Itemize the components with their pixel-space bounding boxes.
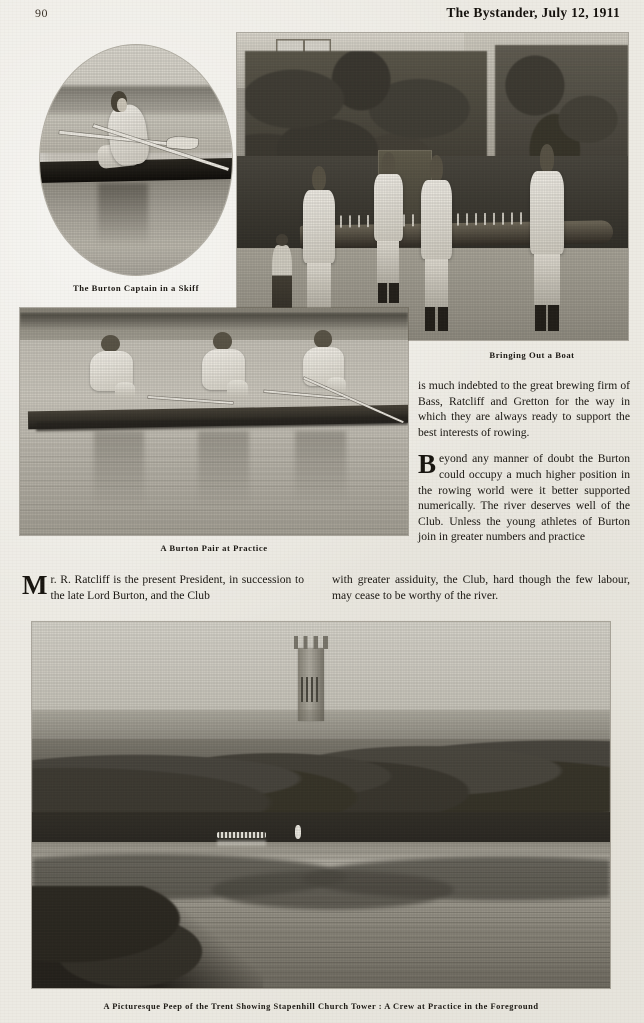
boy-bystander	[272, 245, 292, 313]
paragraph-beyond-doubt-text: eyond any manner of doubt the Burton could occupy a much higher position in the rowing world were it better supported numerically. The river deserves well of the Club. Unless the young athletes of Burton join in greater numbers and practice	[418, 452, 630, 544]
photo-content	[237, 33, 628, 340]
article-column-right	[332, 572, 630, 603]
paragraph-brewing-firm: is much indebted to the great brewing firm of Bass, Ratcliff and Gretton for the way in which they are always ready to support the best interests of rowing.	[418, 379, 630, 439]
legs	[307, 263, 331, 308]
bank-shadow	[20, 313, 408, 329]
oarsman-figure-2	[202, 349, 245, 415]
rower-figure-4	[530, 171, 564, 331]
paragraph-president-text: r. R. Ratcliff is the present President, in succession to the late Lord Burton, and the Club	[50, 573, 304, 602]
legs	[425, 259, 449, 307]
torso	[303, 190, 334, 263]
paragraph-beyond-doubt	[418, 451, 630, 545]
caption-boat: Bringing Out a Boat	[489, 350, 575, 360]
legs	[377, 241, 399, 282]
caption-skiff: The Burton Captain in a Skiff	[72, 283, 200, 293]
rowing-crew	[217, 832, 266, 838]
circular-photo-frame	[40, 45, 232, 275]
sock-left	[425, 307, 435, 331]
sock-left	[378, 283, 387, 304]
article-column-right-upper	[418, 378, 630, 556]
head	[430, 155, 444, 182]
head	[314, 330, 332, 348]
article-column-left	[22, 572, 304, 603]
dropcap-m: M	[22, 570, 48, 600]
publication-header: The Bystander, July 12, 1911	[446, 5, 620, 20]
water-ripples	[20, 435, 408, 535]
caption-pair: A Burton Pair at Practice	[160, 543, 268, 553]
torso	[530, 171, 564, 254]
page-number: 90	[35, 6, 48, 20]
head	[540, 144, 555, 173]
sock-right	[389, 283, 398, 304]
photo-bringing-out-a-boat	[237, 33, 628, 340]
crew-reflection	[217, 840, 266, 846]
head	[382, 152, 395, 175]
head	[213, 332, 232, 350]
knees	[227, 380, 247, 397]
dropcap-b: B	[418, 449, 437, 480]
oarsman-figure-1	[90, 351, 133, 415]
paragraph-assiduity-text: with greater assiduity, the Club, hard though the few labour, may cease to be worthy of the river.	[332, 573, 630, 602]
rower-figure-2	[374, 174, 403, 303]
rower-reflection	[98, 183, 148, 247]
rower-figure-3	[421, 180, 452, 330]
article-two-column-block	[22, 572, 630, 603]
torso	[374, 174, 403, 241]
caption-river: A Picturesque Peep of the Trent Showing Stapenhill Church Tower : A Crew at Practice in the Foreground	[103, 1002, 539, 1011]
knees	[115, 382, 135, 399]
near-bank-vegetation	[32, 886, 263, 988]
sock-right	[438, 307, 448, 331]
photo-burton-pair-at-practice	[20, 308, 408, 535]
sock-left	[535, 305, 546, 331]
rower-face	[117, 98, 128, 112]
photo-content	[20, 308, 408, 535]
photo-burton-captain-in-skiff	[40, 45, 232, 275]
photo-content	[32, 622, 610, 988]
photo-trent-with-stapenhill-church-tower	[32, 622, 610, 988]
head	[101, 335, 120, 353]
legs	[534, 254, 560, 305]
sock-right	[548, 305, 559, 331]
punter-figure	[295, 825, 301, 838]
torso	[421, 180, 452, 258]
head	[312, 166, 326, 191]
